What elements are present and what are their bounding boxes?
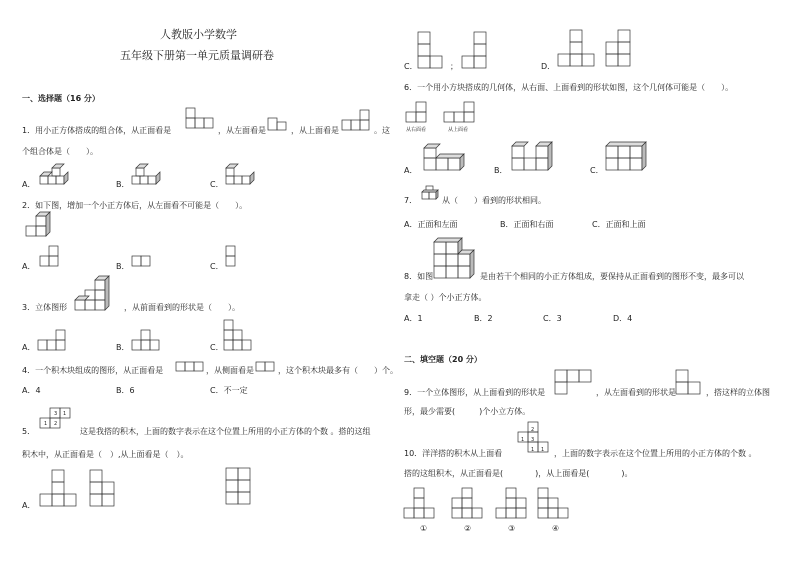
q4-opt-c[interactable]: C．不一定 [210, 386, 248, 395]
q9-text-a: 9．一个立体图形，从上面看到的形状是 [404, 388, 546, 397]
q7-text-b: 从（ ）看到的形状相同。 [442, 196, 546, 205]
q4-side-view [256, 362, 278, 374]
q9-text-b: ，从左面看到的形状是 [596, 388, 676, 397]
q3-opt-c-label[interactable]: C． [210, 343, 224, 352]
q8-opt-c[interactable]: C．3 [543, 314, 562, 323]
section1-title: 一、选择题（16 分） [22, 94, 100, 103]
q3-opt-c-figure [224, 320, 256, 352]
q7-figure [420, 186, 442, 204]
q10-option-1-label[interactable]: ① [420, 524, 428, 533]
q4-text-b: ，从侧面看是 [206, 366, 254, 375]
q6-top-view-label: 从上面看 [448, 127, 469, 133]
q6-opt-c-label[interactable]: C． [590, 166, 604, 175]
q1-text-e: 个组合体是（ ）。 [22, 147, 98, 156]
q1-text-c: ，从上面看是 [291, 126, 339, 135]
q8-text-a: 8．如图 [404, 272, 434, 281]
q5-text-a: 5． [22, 427, 36, 436]
page-title-line1: 人教版小学数学 [160, 28, 237, 41]
q5-text-b: 这是我搭的积木，上面的数字表示在这个位置上所用的小正方体的个数 。搭的这组 [80, 427, 371, 436]
q10-text-a: 10．洋洋搭的积木从上面看 [404, 449, 503, 458]
q9-text-d: 形，最少需要( )个小立方体。 [404, 407, 531, 416]
q2-opt-a-figure [40, 248, 62, 270]
q5-opt-c2-figure [418, 32, 448, 74]
q4-text-a: 4．一个积木块组成的图形，从正面看是 [22, 366, 164, 375]
q1-opt-c-label[interactable]: C． [210, 180, 224, 189]
q5-grid-num-2: 1 [63, 411, 67, 417]
q1-text-d: 。这 [374, 126, 390, 135]
q9-left-view [676, 370, 706, 398]
q3-opt-a-figure [38, 330, 70, 352]
q6-opt-a-figure [422, 144, 474, 176]
q10-grid-num-4: 1 [531, 447, 535, 453]
q5-opt-sep: ； [450, 62, 458, 71]
q8-text-b: 是由若干个相同的小正方体组成，要保持从正面看到的图形不变，最多可以 [480, 272, 744, 281]
q5-opt-c-label[interactable]: C． [404, 62, 418, 71]
q5-text-c: 积木中，从正面看是（ ）,从上面看是（ ）。 [22, 450, 189, 459]
q4-opt-a[interactable]: A．4 [22, 386, 41, 395]
q6-opt-b-label[interactable]: B． [494, 166, 508, 175]
q1-opt-b-label[interactable]: B． [116, 180, 130, 189]
q10-grid-num-1: 2 [531, 427, 535, 433]
q1-front-view [186, 116, 216, 130]
q1-opt-a-label[interactable]: A． [22, 180, 36, 189]
q10-text-c: 搭的这组积木，从正面看是( )，从上面看是( )。 [404, 469, 633, 478]
q1-opt-c-figure [224, 162, 258, 188]
q3-text-b: ，从前面看到的形状是（ ）。 [124, 303, 240, 312]
q8-opt-b[interactable]: B．2 [474, 314, 493, 323]
q3-text-a: 3．立体图形 [22, 303, 68, 312]
q6-top-view [444, 102, 482, 124]
q8-figure [432, 234, 482, 282]
q1-text-b: ，从左面看是 [218, 126, 266, 135]
q2-opt-c-figure [226, 246, 238, 270]
q3-opt-b-figure [132, 330, 164, 352]
q5-grid-num-3: 1 [44, 421, 48, 427]
q6-right-view-label: 从右面看 [406, 127, 427, 133]
q2-opt-c-label[interactable]: C． [210, 262, 224, 271]
q9-text-c: ，搭这样的立体图 [706, 388, 770, 397]
q8-text-c: 拿走（ ）个小正方体。 [404, 293, 487, 302]
q7-opt-c[interactable]: C．正面和上面 [592, 220, 646, 229]
q10-grid-num-5: 1 [541, 447, 545, 453]
q1-opt-a-figure [38, 164, 72, 188]
q8-opt-d[interactable]: D．4 [613, 314, 633, 323]
q4-front-view [176, 362, 206, 374]
q9-top-view [555, 370, 597, 398]
q1-text-a: 1．用小正方体搭成的组合体，从正面看是 [22, 126, 172, 135]
q1-left-view [268, 118, 290, 132]
q10-option-4-label[interactable]: ④ [552, 524, 560, 533]
q5-opt-c3-figure [462, 32, 492, 74]
q1-top-view [342, 112, 372, 134]
q10-option-1-figure [404, 488, 440, 524]
page-title-line2: 五年级下册第一单元质量调研卷 [120, 49, 274, 62]
q8-opt-a[interactable]: A．1 [404, 314, 423, 323]
section2-title: 二、填空题（20 分） [404, 355, 482, 364]
q10-option-3-label[interactable]: ③ [508, 524, 516, 533]
q4-text-c: ，这个积木块最多有（ ）个。 [278, 366, 398, 375]
q10-option-4-figure [538, 488, 574, 524]
q3-opt-a-label[interactable]: A． [22, 343, 36, 352]
q2-figure [24, 214, 52, 242]
q7-opt-b[interactable]: B．正面和右面 [500, 220, 554, 229]
q2-opt-a-label[interactable]: A． [22, 262, 36, 271]
q2-opt-b-figure [132, 256, 154, 270]
q2-text: 2．如下图，增加一个小正方体后，从左面看不可能是（ ）。 [22, 201, 248, 210]
q6-opt-b-figure [510, 140, 566, 176]
q1-opt-b-figure [130, 164, 164, 188]
q7-text-a: 7． [404, 196, 418, 205]
q10-option-2-figure [452, 488, 488, 524]
q6-right-view [406, 102, 434, 124]
q5-opt-b-figure [90, 470, 120, 510]
q3-figure [73, 280, 123, 314]
q5-opt-d-figure [558, 30, 600, 74]
q5-opt-a-figure [40, 470, 82, 510]
q10-grid-num-3: 1 [521, 437, 525, 443]
q6-text: 6．一个用小方块搭成的几何体，从右面、上面看到的形状如图，这个几何体可能是（ ）。 [404, 83, 734, 92]
q5-opt-a-label[interactable]: A． [22, 501, 36, 510]
q5-grid-num-4: 2 [54, 421, 58, 427]
q5-opt-d2-figure [606, 30, 636, 74]
q6-opt-a-label[interactable]: A． [404, 166, 418, 175]
q2-opt-b-label[interactable]: B． [116, 262, 130, 271]
q10-text-b: ，上面的数字表示在这个位置上所用的小正方体的个数 。 [554, 449, 757, 458]
q3-opt-b-label[interactable]: B． [116, 343, 130, 352]
q5-grid-num-1: 3 [54, 411, 58, 417]
q10-option-2-label[interactable]: ② [464, 524, 472, 533]
q5-opt-c-figure [226, 468, 256, 510]
q10-grid-num-2: 3 [531, 437, 535, 443]
q6-opt-c-figure [604, 140, 660, 176]
q7-opt-a[interactable]: A．正面和左面 [404, 220, 458, 229]
q4-opt-b[interactable]: B．6 [116, 386, 135, 395]
q10-option-3-figure [496, 488, 532, 524]
q5-opt-d-label[interactable]: D． [541, 62, 556, 71]
